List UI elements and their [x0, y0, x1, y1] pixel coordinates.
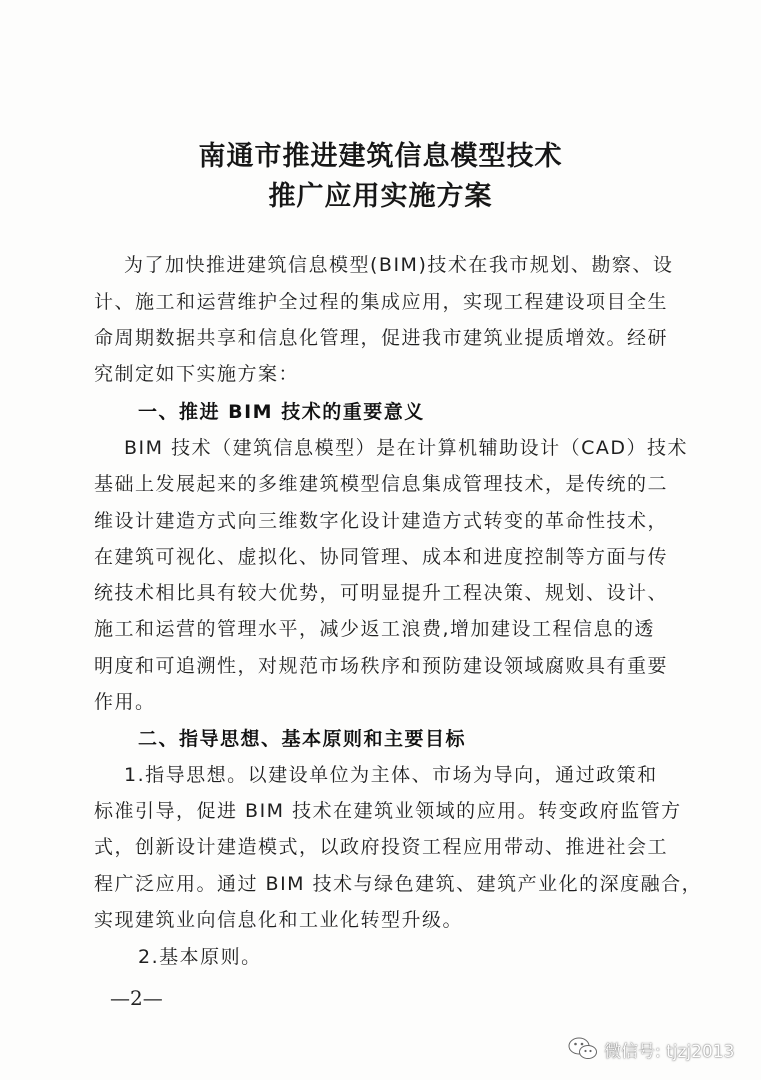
page-number: —2— — [110, 986, 163, 1010]
section1-line-6: 施工和运营的管理水平，减少返工浪费,增加建设工程信息的透 — [94, 618, 656, 640]
section1-line-3: 维设计建造方式向三维数字化设计建造方式转变的革命性技术， — [94, 510, 669, 532]
wechat-watermark — [568, 1034, 734, 1064]
section-heading-1: 一、推进 BIM 技术的重要意义 — [138, 401, 425, 423]
section1-line-2: 基础上发展起来的多维建筑模型信息集成管理技术，是传统的二 — [94, 473, 669, 495]
intro-line-1: 为了加快推进建筑信息模型(BIM)技术在我市规划、勘察、设 — [124, 254, 674, 276]
section2-line-2: 标准引导，促进 BIM 技术在建筑业领域的应用。转变政府监管方 — [94, 800, 682, 822]
section1-line-5: 统技术相比具有较大优势，可明显提升工程决策、规划、设计、 — [94, 582, 669, 604]
section1-line-1: BIM 技术（建筑信息模型）是在计算机辅助设计（CAD）技术 — [124, 437, 688, 459]
section2-line-4: 程广泛应用。通过 BIM 技术与绿色建筑、建筑产业化的深度融合， — [94, 873, 703, 895]
section2-line-5: 实现建筑业向信息化和工业化转型升级。 — [94, 909, 464, 931]
section2-line-3: 式，创新设计建造模式，以政府投资工程应用带动、推进社会工 — [94, 836, 669, 858]
section1-line-8: 作用。 — [94, 691, 156, 713]
section2-line-6: 2.基本原则。 — [138, 946, 262, 968]
document-title-line-1: 南通市推进建筑信息模型技术 — [198, 141, 563, 172]
intro-line-2: 计、施工和运营维护全过程的集成应用，实现工程建设项目全生 — [94, 291, 669, 313]
document-title-line-2: 推广应用实施方案 — [268, 181, 493, 212]
section1-line-7: 明度和可追溯性，对规范市场秩序和预防建设领域腐败具有重要 — [94, 655, 669, 677]
section1-line-4: 在建筑可视化、虚拟化、协同管理、成本和进度控制等方面与传 — [94, 546, 669, 568]
section-heading-2: 二、指导思想、基本原则和主要目标 — [138, 728, 467, 750]
intro-line-3: 命周期数据共享和信息化管理，促进我市建筑业提质增效。经研 — [94, 327, 669, 349]
wechat-icon — [568, 1036, 598, 1062]
intro-line-4: 究制定如下实施方案： — [94, 363, 300, 385]
section2-line-1: 1.指导思想。以建设单位为主体、市场为导向，通过政策和 — [124, 764, 658, 786]
watermark-text: 微信号: tjzj2013 — [604, 1041, 735, 1062]
